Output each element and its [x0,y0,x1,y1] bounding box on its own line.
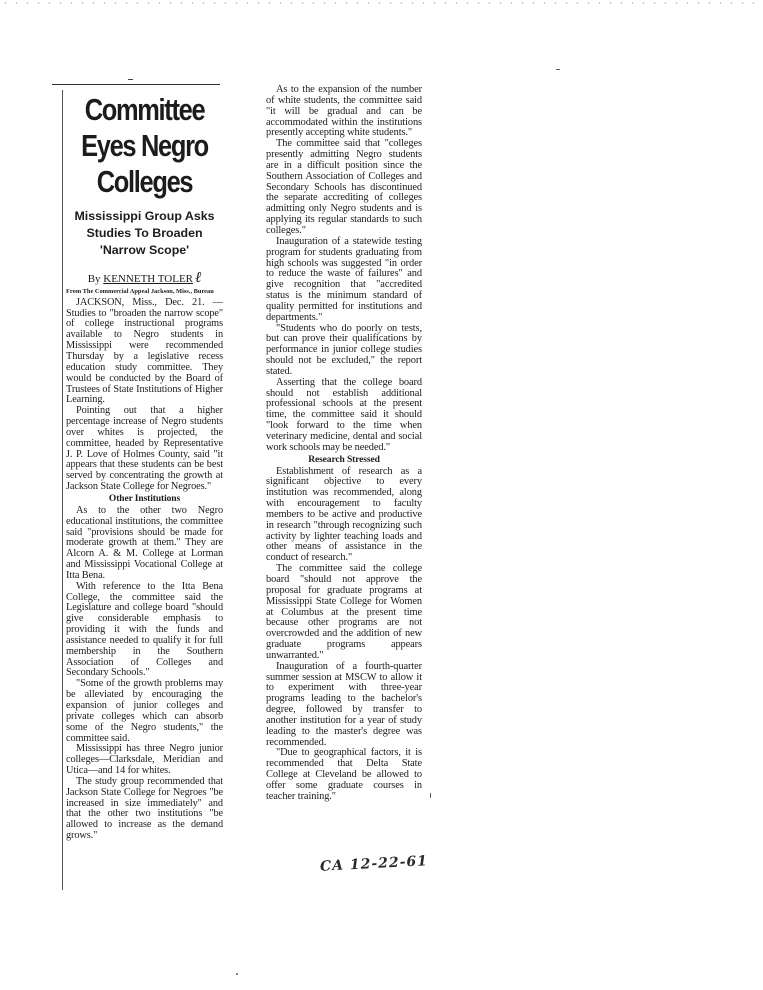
top-rule [52,84,220,85]
paragraph: The committee said the college board "should not approve the proposal for graduate programs at Mississippi State College for Women at Columbus at the present time because other programs are not overcrowded and the addition of new graduate programs appears unwarranted." [266,563,422,661]
scan-speck [236,973,238,975]
scan-speck [430,793,431,798]
clipping-left-border [62,90,63,890]
subhead-other-institutions: Other Institutions [108,493,181,504]
bureau-credit: From The Commercial Appeal Jackson, Miss., Bureau [66,288,214,295]
paragraph: "Due to geographical factors, it is recommended that Delta State College at Cleveland be allowed to offer some graduate courses in teacher training." [266,747,422,802]
paragraph: With reference to the Itta Bena College, the committee said the Legislature and college board "should give considerable emphasis to providing it with the funds and assistance needed to qualify it for full membership in the Southern Association of Colleges and Secondary Schools." [66,580,223,679]
paragraph: "Students who do poorly on tests, but can prove their qualifications by performance in junior college studies should not be excluded," the report stated. [266,322,422,377]
pen-mark-icon: ℓ [195,268,202,286]
paragraph: Inauguration of a fourth-quarter summer session at MSCW to allow it to experiment with three-year programs leading to the bachelor's degree, followed by transfer to another institution for a year of study leading to the master's degree was recommended. [266,660,422,748]
paragraph: Mississippi has three Negro junior colleges—Clarksdale, Meridian and Utica—and 14 for whites. [66,743,223,777]
rule-mark [128,79,133,80]
subhead-research-stressed: Research Stressed [308,454,380,465]
scan-top-dotted-edge [0,2,763,4]
paragraph: Inauguration of a statewide testing program for students graduating from high schools was suggested "in order to reduce the waste of failures" and give recognition that "accredited status is the minimum standard of quality permitted for institutions and departments." [266,235,422,323]
byline [66,268,223,287]
paragraph: JACKSON, Miss., Dec. 21. — Studies to "broaden the narrow scope" of college instructional programs available to Negro students in Mississippi were recommended Thursday by a legislative recess education study committee. They would be conducted by the Board of Trustees of State Institutions of Higher Learning. [66,296,223,406]
paragraph: "Some of the growth problems may be alleviated by encouraging the expansion of junior colleges and private colleges which can absorb some of the Negro students," the committee said. [66,678,223,744]
paragraph: Pointing out that a higher percentage increase of Negro students over whites is projected, the committee, headed by Representative J. P. Love of Holmes County, said "it appears that these students can be best served by concentrating the growth at Jackson State College for Negroes." [66,405,223,493]
byline-name: KENNETH TOLER [103,273,194,285]
article-column-2 [266,85,422,803]
byline-prefix: By [87,273,104,285]
paragraph: As to the other two Negro educational institutions, the committee said "provisions should be made for moderate growth at them." They are Alcorn A. & M. College at Lorman and Mississippi Vocational College at Itta Bena. [66,504,223,581]
headline: Committee Eyes Negro Colleges [81,92,208,199]
paragraph: The committee said that "colleges presently admitting Negro students are in a difficult position since the Southern Association of Colleges and Secondary Schools has discontinued the separate accrediting of colleges admitting only Negro students and is applying its regular standards to such colleges." [266,138,422,236]
article-column-1 [66,92,223,842]
deck-headline: Mississippi Group Asks Studies To Broaden 'Narrow Scope' [74,209,215,257]
paragraph: The study group recommended that Jackson State College for Negroes "be increased in size immediately" and that the other two institutions "be allowed to increase as the demand grows." [66,775,223,842]
paragraph: As to the expansion of the number of white students, the committee said "it will be gradual and can be accommodated within the institutions presently accepting white students." [266,84,422,139]
paragraph: Establishment of research as a significant objective to every institution was recommended, along with encouragement to faculty members to be active and productive in research "through recognizing such activity by lighter teaching loads and other means of assistance in the conduct of research." [266,465,422,564]
paragraph: Asserting that the college board should not establish additional professional schools at the present time, the committee said it should "look forward to the time when veterinary medicine, dental and social work schools may be needed." [266,376,422,453]
scan-speck [556,69,560,70]
handwritten-date-note: CA 12-22-61 [319,853,429,875]
